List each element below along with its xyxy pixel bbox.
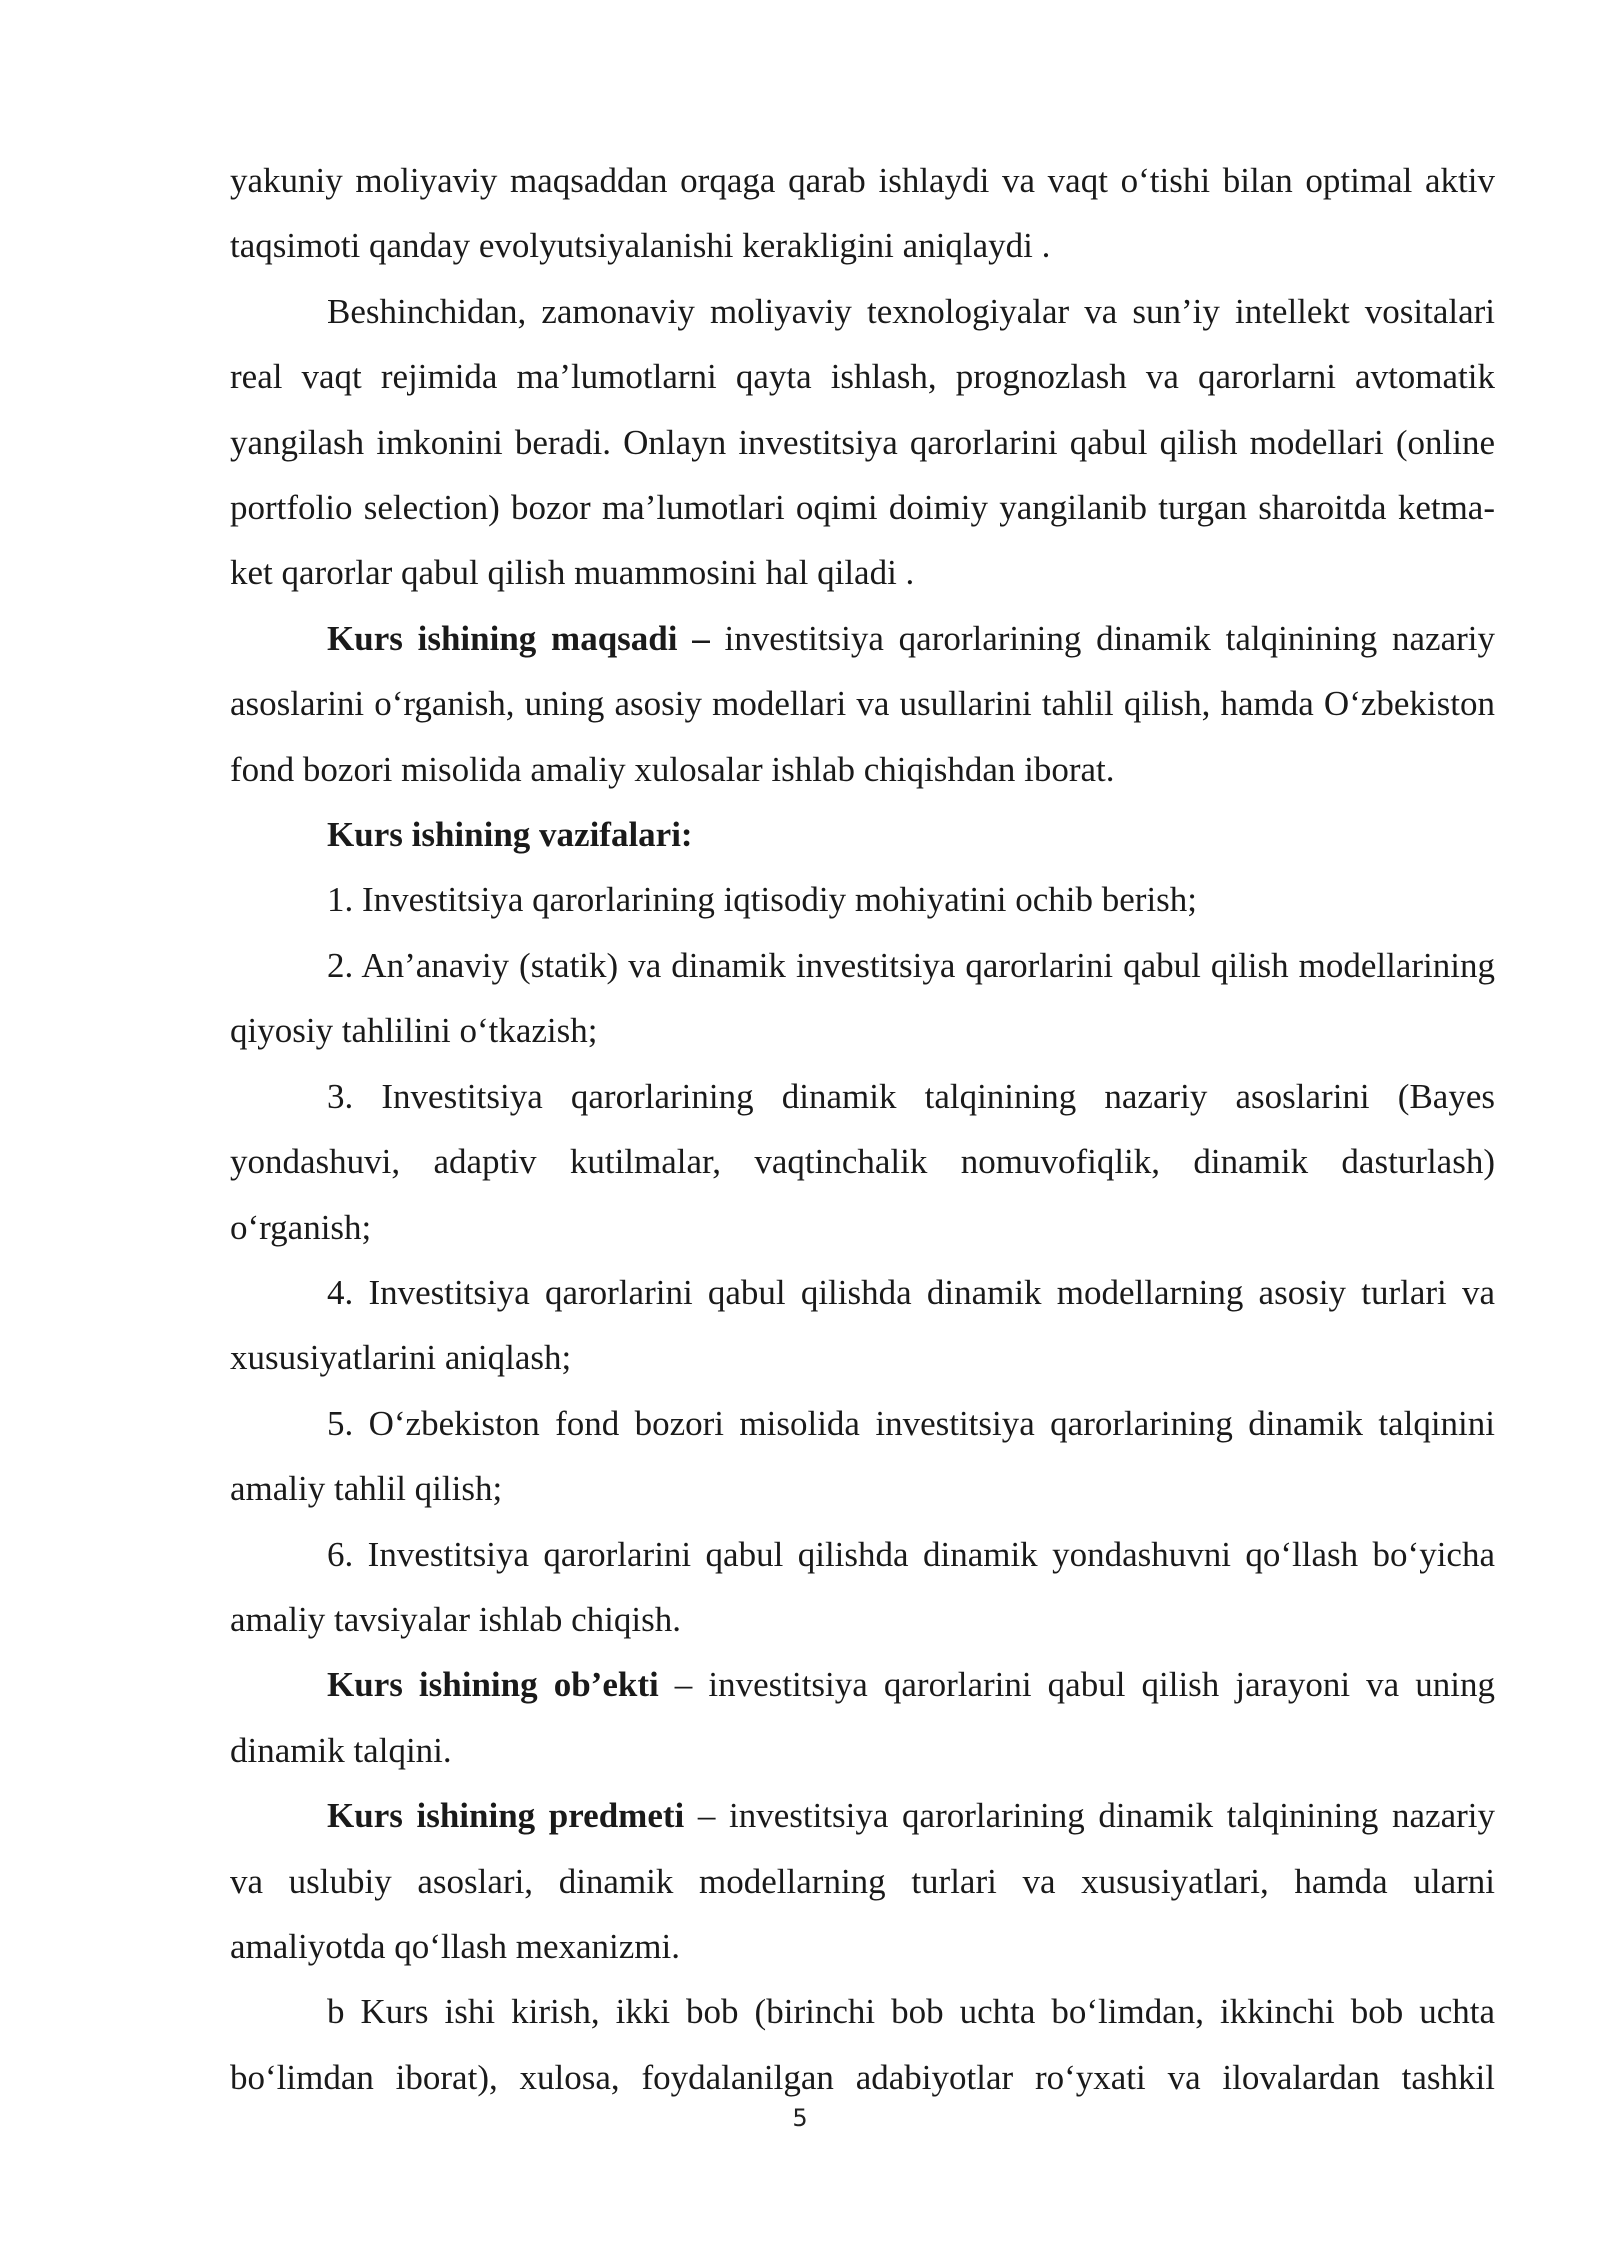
paragraph-11-bold: Kurs ishining ob’ekti — [327, 1665, 659, 1705]
paragraph-7 — [230, 1064, 1495, 1260]
paragraph-10-text: 6. Investitsiya qarorlarini qabul qilishda dinamik yondashuvni qo‘llash bo‘yicha amaliy tavsiyalar ishlab chiqish. — [230, 1534, 1495, 1639]
paragraph-9 — [230, 1391, 1495, 1522]
paragraph-11-text: – investitsiya qarorlarini qabul qilish jarayoni va uning dinamik talqini. — [230, 1665, 1495, 1770]
document-page — [230, 148, 1495, 2110]
paragraph-9-text: 5. O‘zbekiston fond bozori misolida investitsiya qarorlarining dinamik talqinini amaliy tahlil qilish; — [230, 1403, 1495, 1509]
paragraph-5 — [230, 867, 1495, 932]
paragraph-4 — [230, 802, 1495, 867]
paragraph-8 — [230, 1260, 1495, 1391]
paragraph-7-text: 3. Investitsiya qarorlarining dinamik talqinining nazariy asoslarini (Bayes yondashuvi, adaptiv kutilmalar, vaqtinchalik nomuvofiqlik, dinamik dasturlash) o‘rganish; — [230, 1076, 1495, 1247]
paragraph-12-text: – investitsiya qarorlarining dinamik talqinining nazariy va uslubiy asoslari, dinamik modellarning turlari va xususiyatlari, hamda ularni amaliyotda qo‘llash mexanizmi. — [230, 1796, 1495, 1966]
paragraph-3-bold: Kurs ishining maqsadi – — [327, 618, 710, 658]
paragraph-6 — [230, 933, 1495, 1064]
paragraph-8-text: 4. Investitsiya qarorlarini qabul qilishda dinamik modellarning asosiy turlari va xususiyatlarini aniqlash; — [230, 1272, 1495, 1378]
paragraph-6-text: 2. An’anaviy (statik) va dinamik investitsiya qarorlarini qabul qilish modellarining qiyosiy tahlilini o‘tkazish; — [230, 945, 1495, 1051]
paragraph-12 — [230, 1783, 1495, 1979]
paragraph-11 — [230, 1652, 1495, 1783]
paragraph-2 — [230, 279, 1495, 606]
paragraph-1 — [230, 148, 1495, 279]
page-number: 5 — [792, 2104, 808, 2132]
paragraph-12-bold: Kurs ishining predmeti — [327, 1796, 685, 1836]
paragraph-4-bold: Kurs ishining vazifalari: — [327, 815, 693, 855]
paragraph-5-text: 1. Investitsiya qarorlarining iqtisodiy mohiyatini ochib berish; — [327, 880, 1198, 920]
paragraph-13-text: b Kurs ishi kirish, ikki bob (birinchi bob uchta bo‘limdan, ikkinchi bob uchta bo‘limdan iborat), xulosa, foydalanilgan adabiyotlar ro‘yxati va ilovalardan tashkil — [230, 1992, 1495, 2097]
paragraph-13 — [230, 1979, 1495, 2110]
paragraph-3 — [230, 606, 1495, 802]
paragraph-1-text: yakuniy moliyaviy maqsaddan orqaga qarab ishlaydi va vaqt o‘tishi bilan optimal aktiv taqsimoti qanday evolyutsiyalanishi kerakligini aniqlaydi . — [230, 161, 1495, 266]
paragraph-3-text: investitsiya qarorlarining dinamik talqinining nazariy asoslarini o‘rganish, uning asosiy modellari va usullarini tahlil qilish, hamda O‘zbekiston fond bozori misolida amaliy xulosalar ishlab chiqishdan iborat. — [230, 618, 1495, 789]
paragraph-2-text: Beshinchidan, zamonaviy moliyaviy texnologiyalar va sun’iy intellekt vositalari real vaqt rejimida ma’lumotlarni qayta ishlash, prognozlash va qarorlarni avtomatik yangilash imkonini beradi. Onlayn investitsiya qarorlarini qabul qilish modellari (online portfolio selection) bozor ma’lumotlari oqimi doimiy yangilanib turgan sharoitda ketma-ket qarorlar qabul qilish muammosini hal qiladi . — [230, 291, 1495, 593]
paragraph-10 — [230, 1522, 1495, 1653]
